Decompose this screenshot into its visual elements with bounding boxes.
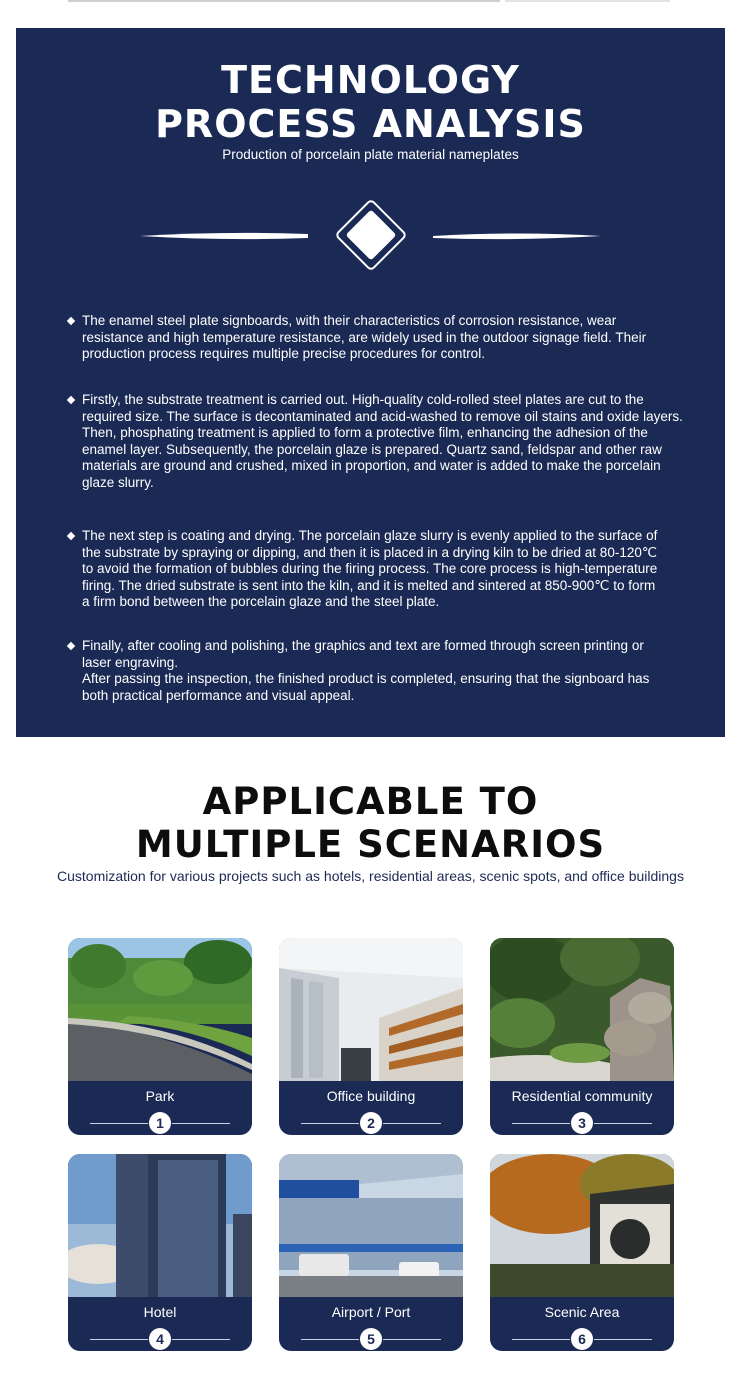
label-rule-left xyxy=(301,1339,359,1340)
label-rule-right xyxy=(172,1339,230,1340)
scenario-number-badge: 2 xyxy=(360,1112,382,1134)
label-rule-right xyxy=(594,1339,652,1340)
scenarios-title-line-1: APPLICABLE TO xyxy=(202,780,539,823)
scenic-area-photo xyxy=(490,1154,674,1297)
label-rule-right xyxy=(172,1123,230,1124)
label-rule-left xyxy=(301,1123,359,1124)
top-divider-line-right xyxy=(505,0,670,2)
scenario-label: Hotel xyxy=(143,1304,177,1320)
process-title-line-2: PROCESS ANALYSIS xyxy=(155,102,586,146)
label-rule-left xyxy=(90,1123,148,1124)
scenario-label: Park xyxy=(145,1088,175,1104)
process-title-line-1: TECHNOLOGY xyxy=(221,58,520,102)
label-rule-left xyxy=(512,1339,570,1340)
scenario-number-badge: 5 xyxy=(360,1328,382,1350)
label-rule-left xyxy=(512,1123,570,1124)
process-paragraph-intro: The enamel steel plate signboards, with their characteristics of corrosion resistance, wear resistance and high temperature resistance, are widely used in the outdoor signage field. Their production process requires multiple precise procedures for control. xyxy=(66,313,646,363)
airport-port-photo xyxy=(279,1154,463,1297)
scenario-label: Airport / Port xyxy=(331,1304,411,1320)
process-paragraph-finishing: Finally, after cooling and polishing, the graphics and text are formed through screen printing or laser engraving. After passing the inspection, the finished product is completed, ensuring that the signboard has both practical performance and visual appeal. xyxy=(66,638,649,704)
scenario-number-badge: 4 xyxy=(149,1328,171,1350)
park-photo xyxy=(68,938,252,1081)
process-paragraph-coating: The next step is coating and drying. The porcelain glaze slurry is evenly applied to the surface of the substrate by spraying or dipping, and then it is placed in a drying kiln to be dried at 80-120℃ to avoid the formation of bubbles during the firing process. The core process is high-temperature firing. The dried substrate is sent into the kiln, and it is melted and sintered at 850-900℃ to form a firm bond between the porcelain glaze and the steel plate. xyxy=(66,528,657,611)
scenarios-subtitle: Customization for various projects such as hotels, residential areas, scenic spots, and office buildings xyxy=(57,868,684,884)
scenario-number-badge: 1 xyxy=(149,1112,171,1134)
scenario-card-park[interactable] xyxy=(68,938,252,1135)
label-rule-right xyxy=(383,1123,441,1124)
process-analysis-panel xyxy=(16,28,725,737)
scenario-card-hotel[interactable] xyxy=(68,1154,252,1351)
label-rule-right xyxy=(594,1123,652,1124)
scenario-card-scenic-area[interactable] xyxy=(490,1154,674,1351)
scenarios-title xyxy=(0,780,741,866)
process-paragraph-substrate: Firstly, the substrate treatment is carried out. High-quality cold-rolled steel plates are cut to the required size. The surface is decontaminated and acid-washed to remove oil stains and oxide layers. Then, phosphating treatment is applied to form a protective film, enhancing the adhesion of the enamel layer. Subsequently, the porcelain glaze is prepared. Quartz sand, feldspar and other raw materials are ground and crushed, mixed in proportion, and water is added to make the porcelain glaze slurry. xyxy=(66,392,683,491)
scenario-label: Scenic Area xyxy=(544,1304,620,1320)
scenario-card-residential-community[interactable] xyxy=(490,938,674,1135)
scenario-label: Office building xyxy=(326,1088,416,1104)
scenario-number-badge: 6 xyxy=(571,1328,593,1350)
scenario-card-office-building[interactable] xyxy=(279,938,463,1135)
scenario-label: Residential community xyxy=(511,1088,653,1104)
office-building-photo xyxy=(279,938,463,1081)
label-rule-left xyxy=(90,1339,148,1340)
process-subtitle: Production of porcelain plate material nameplates xyxy=(222,147,519,162)
scenario-number-badge: 3 xyxy=(571,1112,593,1134)
scenario-card-airport-port[interactable] xyxy=(279,1154,463,1351)
process-title xyxy=(16,58,725,146)
diamond-divider-icon xyxy=(16,198,725,272)
residential-community-photo xyxy=(490,938,674,1081)
hotel-photo xyxy=(68,1154,252,1297)
scenarios-title-line-2: MULTIPLE SCENARIOS xyxy=(135,823,606,866)
top-divider-line xyxy=(68,0,500,2)
label-rule-right xyxy=(383,1339,441,1340)
